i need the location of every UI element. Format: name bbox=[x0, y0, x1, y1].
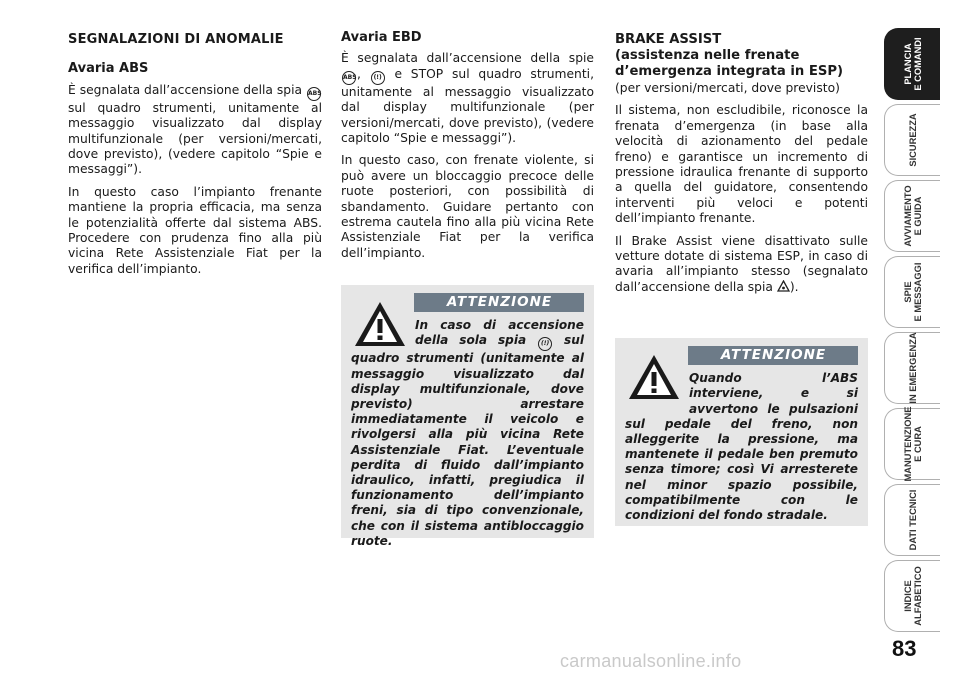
tab-manutenzione-e-cura[interactable] bbox=[884, 408, 940, 480]
heading-line-2: (assistenza nelle frenate bbox=[615, 48, 800, 63]
chapter-tabs bbox=[884, 28, 940, 636]
tab-in-emergenza[interactable] bbox=[884, 332, 940, 404]
ebd-failure-paragraph: È segnalata dall’accensione della spie ABS, (!) e STOP sul quadro strumenti, unitamente al messaggio visualizzato dal display multifunzionale (per versioni/mercati, dove previsto), (vedere capitolo “Spie e messaggi”). bbox=[341, 51, 594, 146]
watermark: carmanualsonline.info bbox=[560, 651, 742, 671]
tab-label: PLANCIA E COMANDI bbox=[902, 37, 923, 91]
tab-spie-e-messaggi[interactable] bbox=[884, 256, 940, 328]
tab-dati-tecnici[interactable] bbox=[884, 484, 940, 556]
ebd-failure-heading: Avaria EBD bbox=[341, 30, 422, 45]
abs-text-a: È segnalata dall’accensione della spia bbox=[68, 82, 303, 97]
warning-triangle-icon bbox=[353, 299, 407, 349]
warning-text: Quando l’ABS interviene, e si avvertono le pulsazioni sul pedale del freno, non alleggerite la pressione, ma mantenete il pedale ben premuto senza timore; così Vi arresterete nel minor spazio possibile, compatibilmente con le condizioni del fondo stradale. bbox=[625, 371, 858, 523]
tab-plancia-e-comandi[interactable] bbox=[884, 28, 940, 100]
page-number: 83 bbox=[892, 636, 917, 661]
ebd-failure-paragraph-2: In questo caso, con frenate violente, si può avere un bloccaggio precoce delle ruote posteriori, con possibilità di sbandamento. Guidare pertanto con estrema cautela fino alla più vicina Rete Assistenziale Fiat per la verifica dell’impianto. bbox=[341, 153, 594, 260]
abs-failure-paragraph bbox=[68, 83, 322, 178]
tab-label: AVVIAMENTO E GUIDA bbox=[902, 185, 923, 247]
tab-label: DATI TECNICI bbox=[907, 489, 918, 551]
column-brake-assist bbox=[615, 30, 868, 302]
brake-warning-icon: (!) bbox=[538, 337, 552, 351]
brake-assist-paragraph-2 bbox=[615, 234, 868, 296]
tab-avviamento-e-guida[interactable] bbox=[884, 180, 940, 252]
warning-title: ATTENZIONE bbox=[414, 293, 584, 312]
warning-text-b: sul quadro strumenti (unitamente al messaggio visualizzato dal display multifunzionale, dove previsto) arrestare immediatamente il veicolo e rivolgersi alla più vicina Rete Assistenziale Fiat. L’eventuale perdita di fluido dall’impianto idraulico, infatti, pregiudica il funzionamento dell’impianto freni, sia di tipo convenzionale, che con il sistema antibloccaggio ruote. bbox=[351, 333, 584, 548]
tab-label: SICUREZZA bbox=[907, 113, 918, 167]
ebd-text-b: e STOP sul quadro strumenti, unitamente al messaggio visualizzato dal display multifunzionale (per versioni/mercati, dove previsto), (vedere capitolo “Spie e messaggi”). bbox=[341, 66, 594, 146]
brake-warning-icon: (!) bbox=[371, 71, 385, 85]
brake-assist-note: (per versioni/mercati, dove previsto) bbox=[615, 81, 840, 95]
warning-text bbox=[351, 318, 584, 549]
tab-sicurezza[interactable] bbox=[884, 104, 940, 176]
tab-indice-alfabetico[interactable] bbox=[884, 560, 940, 632]
brake-assist-paragraph: Il sistema, non escludibile, riconosce la frenata d’emergenza (in base alla velocità di azionamento del pedale freno) e garantisce un incremento di pressione idraulica frenante di supporto a quella del guidatore, consentendo interventi più veloci e potenti dell’impianto frenante. bbox=[615, 103, 868, 226]
column-ebd-failure bbox=[341, 30, 594, 268]
brake-assist-heading bbox=[615, 32, 868, 80]
tab-label: INDICE ALFABETICO bbox=[902, 566, 923, 626]
abs-warning-icon: ABS bbox=[307, 87, 321, 101]
warning-box-abs bbox=[615, 338, 868, 526]
abs-warning-icon: ABS bbox=[342, 71, 356, 85]
tab-label: IN EMERGENZA bbox=[907, 332, 918, 404]
ebd-text-a: È segnalata dall’accensione della spie bbox=[341, 51, 594, 66]
esp-warning-icon bbox=[777, 280, 790, 292]
section-heading: SEGNALAZIONI DI ANOMALIE bbox=[68, 32, 284, 47]
warning-title: ATTENZIONE bbox=[688, 346, 858, 365]
heading-line-3: d’emergenza integrata in ESP) bbox=[615, 64, 844, 79]
warning-text-a: In caso di accensione della sola spia bbox=[415, 318, 584, 348]
abs-text-b: sul quadro strumenti, unitamente al messaggio visualizzato dal display multifunzionale (per versioni/mercati, dove previsto), (vedere capitolo “Spie e messaggi”). bbox=[68, 100, 322, 177]
heading-line-1: BRAKE ASSIST bbox=[615, 32, 722, 47]
tab-label: MANUTENZIONE E CURA bbox=[902, 406, 923, 482]
column-abs-failure bbox=[68, 30, 322, 284]
tab-label: SPIE E MESSAGGI bbox=[902, 262, 923, 322]
warning-triangle-icon bbox=[627, 352, 681, 402]
abs-failure-paragraph-2: In questo caso l’impianto frenante mantiene la propria efficacia, ma senza le potenzialità offerte dal sistema ABS. Procedere con prudenza fino alla più vicina Rete Assistenziale Fiat per la verifica dell’impianto. bbox=[68, 184, 322, 276]
abs-failure-heading: Avaria ABS bbox=[68, 61, 149, 77]
warning-box-ebd bbox=[341, 285, 594, 548]
brake-assist-text-b: ). bbox=[789, 279, 799, 294]
brake-assist-text-a: Il Brake Assist viene disattivato sulle vetture dotate di sistema ESP, in caso di avaria all’impianto stesso (segnalato dall’accensione della spia bbox=[615, 233, 868, 294]
